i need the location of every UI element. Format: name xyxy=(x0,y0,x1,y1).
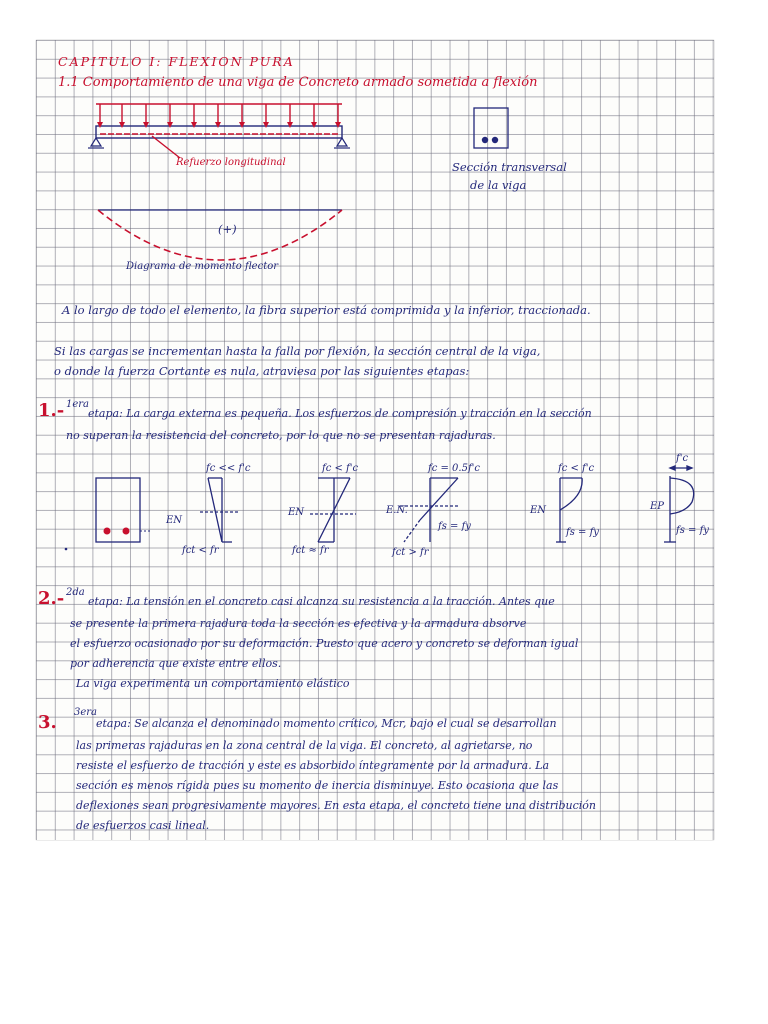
diagram1-en-label: EN xyxy=(166,515,183,526)
intro-line-1: A lo largo de todo el elemento, la fibra superior está comprimida y la inferior, traccionada. xyxy=(62,303,591,317)
stage2-line-3: el esfuerzo ocasionado por su deformación. Puesto que acero y concreto se deforman igual xyxy=(70,637,579,650)
stage1-section xyxy=(96,478,152,542)
stage2-ordinal: 2da xyxy=(66,587,85,598)
diagram2-bottom-label: fct ≈ fr xyxy=(292,545,329,556)
diagram4-en-label: EN xyxy=(530,505,547,516)
section-label-line2: de la viga xyxy=(470,178,527,192)
diagram3-top-label: fc = 0.5f'c xyxy=(428,463,480,474)
stage2-line-5: La viga experimenta un comportamiento elástico xyxy=(76,677,350,690)
diagram5-bottom-label: fs = fy xyxy=(676,525,709,536)
diagram2-top-label: fc < f'c xyxy=(322,463,359,474)
stage1-number: 1.- xyxy=(38,400,65,421)
stage3-line-4: sección es menos rígida pues su momento de inercia disminuye. Esto ocasiona que las xyxy=(76,779,559,792)
stress-diagram-3 xyxy=(400,478,460,542)
stage3-line-6: de esfuerzos casi lineal. xyxy=(76,819,210,832)
load-arrows xyxy=(100,104,338,124)
stage1-line-1: etapa: La carga externa es pequeña. Los esfuerzos de compresión y tracción en la sección xyxy=(88,407,592,420)
stage2-number: 2.- xyxy=(38,588,65,609)
section-label-line1: Sección transversal xyxy=(452,160,567,174)
stage1-ordinal: 1era xyxy=(66,399,90,410)
diagram1-bottom-label: fct < fr xyxy=(182,545,219,556)
diagram5-ep-label: EP xyxy=(650,501,665,512)
cross-section-figure xyxy=(474,108,508,148)
intro-line-2: Si las cargas se incrementan hasta la falla por flexión, la sección central de la viga, xyxy=(54,344,541,358)
stage3-line-2: las primeras rajaduras en la zona central de la viga. El concreto, al agrietarse, no xyxy=(76,739,533,752)
stage1-line-2: no superan la resistencia del concreto, por lo que no se presentan rajaduras. xyxy=(66,429,496,442)
arrow-heads xyxy=(97,122,341,128)
stress-diagram-2 xyxy=(310,478,356,542)
stage2-line-2: se presente la primera rajadura toda la sección es efectiva y la armadura absorve xyxy=(70,617,527,630)
diagram4-bottom-label: fs = fy xyxy=(566,527,599,538)
moment-diagram-label: Diagrama de momento flector xyxy=(126,261,279,272)
stage3-ordinal: 3era xyxy=(74,707,98,718)
diagram4-top-label: fc < f'c xyxy=(558,463,595,474)
diagram3-en-label: E.N. xyxy=(386,505,408,516)
beam-supports xyxy=(88,138,350,148)
moment-sign: (+) xyxy=(218,222,237,236)
reinforcement-label: Refuerzo longitudinal xyxy=(176,157,286,168)
diagram1-top-label: fc << f'c xyxy=(206,463,251,474)
intro-line-3: o donde la fuerza Cortante es nula, atraviesa por las siguientes etapas: xyxy=(54,364,470,378)
chapter-heading: CAPITULO I: FLEXION PURA xyxy=(58,54,295,69)
stress-diagram-1 xyxy=(200,478,240,542)
diagram3-mid-label: fs = fy xyxy=(438,521,471,532)
diagram5-top-label: f'c xyxy=(676,453,689,464)
beam-load-diagram xyxy=(96,104,342,158)
stage2-line-4: por adherencia que existe entre ellos. xyxy=(70,657,282,670)
diagram3-bottom-label: fct > fr xyxy=(392,547,429,558)
stage3-line-3: resiste el esfuerzo de tracción y este es absorbido íntegramente por la armadura. La xyxy=(76,759,550,772)
stage3-number: 3. xyxy=(38,712,57,733)
diagram2-en-label: EN xyxy=(288,507,305,518)
stage3-line-1: etapa: Se alcanza el denominado momento crítico, Mcr, bajo el cual se desarrollan xyxy=(96,717,557,730)
stage3-line-5: deflexiones sean progresivamente mayores. En esta etapa, el concreto tiene una distribución xyxy=(76,799,596,812)
section-title: 1.1 Comportamiento de una viga de Concreto armado sometida a flexión xyxy=(58,75,538,90)
stage2-line-1: etapa: La tensión en el concreto casi alcanza su resistencia a la tracción. Antes que xyxy=(88,595,555,608)
